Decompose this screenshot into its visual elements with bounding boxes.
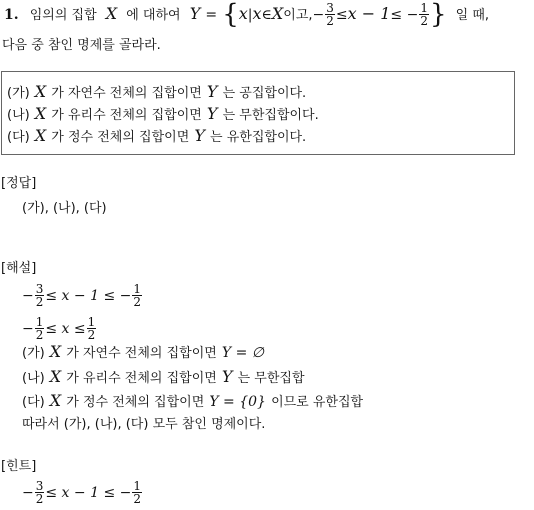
minus-sign: − <box>22 321 34 337</box>
denominator: 2 <box>326 14 334 28</box>
solution-line-1 <box>22 278 143 312</box>
x-minus-1: x − 1 <box>347 4 391 23</box>
statement-var: X <box>34 82 47 101</box>
answer-text: (가), (나), (다) <box>22 201 107 216</box>
solution-end: 이므로 유한집합 <box>271 395 364 410</box>
statement-end: 는 유한집합이다. <box>210 130 307 145</box>
le-sign: ≤ <box>335 7 348 23</box>
fraction-3-2 <box>35 480 45 505</box>
problem-line-2: 다음 중 참인 명제를 골라라. <box>2 38 161 53</box>
fraction-3-2 <box>35 283 45 308</box>
solution-statement-ga <box>22 342 264 362</box>
problem-text-a: 임의의 집합 <box>29 8 97 23</box>
solution-label: (나) <box>22 371 45 386</box>
numerator: 1 <box>87 315 96 329</box>
inequality: ≤ x ≤ <box>45 321 86 337</box>
solution-label: (가) <box>22 346 45 361</box>
statement-label: (나) <box>7 108 30 123</box>
denominator: 2 <box>35 295 44 309</box>
statement-ga <box>7 82 306 102</box>
le-sign-2: ≤ − <box>390 7 419 23</box>
set-var-X: X <box>271 4 284 23</box>
denominator: 2 <box>87 328 96 342</box>
hint-header: [힌트] <box>1 459 37 474</box>
statement-na <box>7 104 319 124</box>
solution-var: X <box>49 342 62 361</box>
solution-conclusion: 따라서 (가), (나), (다) 모두 참인 명제이다. <box>22 417 266 432</box>
statement-mid: 가 자연수 전체의 집합이면 <box>51 86 202 101</box>
solution-statement-na <box>22 367 305 387</box>
numerator: 3 <box>35 282 44 296</box>
numerator: 3 <box>326 1 334 15</box>
statement-label: (다) <box>7 130 30 145</box>
set-element: x <box>238 4 248 23</box>
set-mid-text: 이고, <box>283 8 313 23</box>
statement-mid: 가 유리수 전체의 집합이면 <box>51 108 202 123</box>
solution-text: 가 자연수 전체의 집합이면 <box>66 346 217 361</box>
solution-text: 가 정수 전체의 집합이면 <box>66 395 205 410</box>
solution-statement-da <box>22 391 363 411</box>
denominator: 2 <box>133 492 141 506</box>
answer-header: [정답] <box>1 176 37 191</box>
var-y: Y <box>189 4 201 23</box>
element-of: ∈ <box>261 7 272 23</box>
solution-math: Y = {0} <box>209 394 266 410</box>
numerator: 1 <box>133 282 141 296</box>
left-brace: { <box>222 0 239 30</box>
numerator: 1 <box>420 1 428 15</box>
solution-line-2 <box>22 311 97 345</box>
numerator: 1 <box>35 315 44 329</box>
solution-var2: Y <box>221 367 233 386</box>
solution-end: 는 무한집합 <box>237 371 305 386</box>
fraction-1-2 <box>132 283 142 308</box>
statement-var2: Y <box>206 82 218 101</box>
statement-end: 는 무한집합이다. <box>222 108 319 123</box>
problem-number: 1. <box>4 7 19 23</box>
numerator: 3 <box>35 479 44 493</box>
denominator: 2 <box>420 14 428 28</box>
solution-var: X <box>49 391 62 410</box>
solution-label: (다) <box>22 395 45 410</box>
var-x: X <box>105 4 118 23</box>
statement-end: 는 공집합이다. <box>222 86 307 101</box>
fraction-1-2 <box>35 316 45 341</box>
statement-var: X <box>34 126 47 145</box>
solution-var: X <box>49 367 62 386</box>
minus-sign: − <box>312 7 325 23</box>
solution-header: [해설] <box>1 261 37 276</box>
hint-line <box>22 475 143 509</box>
denominator: 2 <box>35 328 44 342</box>
set-bar: | <box>247 7 253 23</box>
statement-mid: 가 정수 전체의 집합이면 <box>51 130 190 145</box>
fraction-3-2 <box>325 2 335 27</box>
statement-var2: Y <box>194 126 205 145</box>
minus-sign: − <box>22 485 34 501</box>
denominator: 2 <box>133 295 141 309</box>
numerator: 1 <box>133 479 141 493</box>
problem-line-1 <box>4 0 490 30</box>
problem-text-c: 일 때, <box>455 8 490 23</box>
statement-label: (가) <box>7 86 30 101</box>
fraction-1-2-b <box>87 316 97 341</box>
problem-text-b: 에 대하여 <box>126 8 181 23</box>
minus-sign: − <box>22 288 34 304</box>
solution-text: 가 유리수 전체의 집합이면 <box>66 371 217 386</box>
statement-var2: Y <box>206 104 218 123</box>
denominator: 2 <box>35 492 44 506</box>
statement-da <box>7 126 306 146</box>
right-brace: } <box>429 0 447 30</box>
fraction-1-2 <box>132 480 142 505</box>
solution-math: Y = ∅ <box>221 345 264 361</box>
inequality: ≤ x − 1 ≤ − <box>45 485 132 501</box>
statements-box <box>1 71 515 155</box>
statement-var: X <box>34 104 47 123</box>
equals-sign: = <box>205 7 218 23</box>
set-var-x: x <box>252 4 262 23</box>
fraction-1-2 <box>419 2 429 27</box>
inequality: ≤ x − 1 ≤ − <box>45 288 132 304</box>
